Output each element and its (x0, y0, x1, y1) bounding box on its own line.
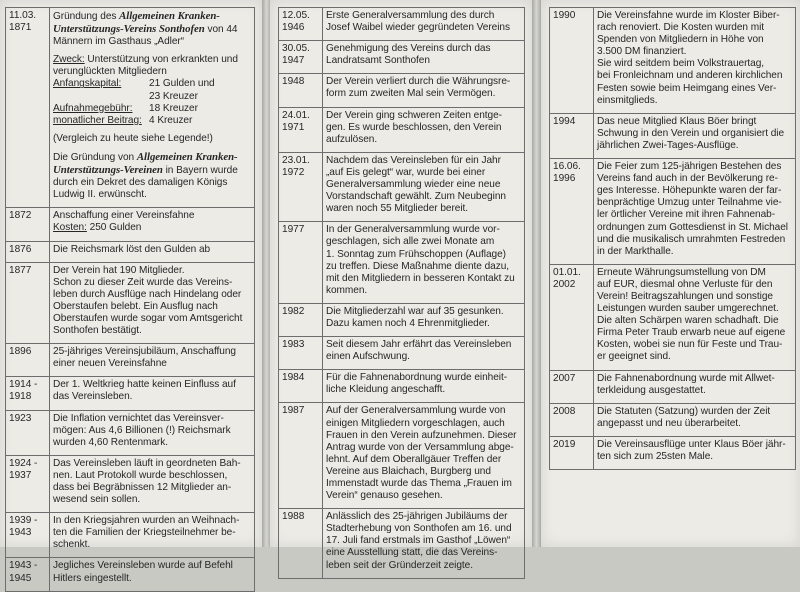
entry-date: 1876 (6, 241, 50, 262)
entry-text: Anschaffung einer Vereinsfahne Kosten: 250 Gulden (50, 208, 255, 241)
entry-date: 1872 (6, 208, 50, 241)
table-row (6, 558, 255, 591)
table-row (279, 337, 525, 370)
table-row (279, 303, 525, 336)
entry-date: 1939 - 1943 (6, 513, 50, 558)
founding-paragraph: Gründung des Allgemeinen Kranken- Unterstützungs-Vereins Sonthofen von 44 Männern im Gasthaus „Adler“ (53, 10, 238, 48)
table-row (279, 74, 525, 107)
entry-text: Die Inflation vernichtet das Vereinsver- mögen: Aus 4,6 Billionen (!) Reichsmark wurden 4,60 Rentenmark. (50, 410, 255, 455)
entry-text: Der Verein ging schweren Zeiten entge- gen. Es wurde beschlossen, den Verein aufzulösen. (323, 107, 525, 152)
entry-date: 1914 - 1918 (6, 377, 50, 410)
entry-date: 1896 (6, 344, 50, 377)
entry-text: 25-jähriges Vereinsjubiläum, Anschaffung einer neuen Vereinsfahne (50, 344, 255, 377)
table-row (279, 152, 525, 221)
entry-date: 1977 (279, 222, 323, 304)
entry-text: Die Mitgliederzahl war auf 35 gesunken. Dazu kamen noch 4 Ehrenmitglieder. (323, 303, 525, 336)
rows-middle (279, 8, 525, 579)
table-row (550, 370, 796, 403)
entry-date: 2008 (550, 403, 594, 436)
rows-left (6, 241, 255, 591)
entry-date: 1982 (279, 303, 323, 336)
association-name: Allgemeinen Kranken- Unterstützungs-Vereins Sonthofen (53, 10, 220, 36)
entry-date: 1924 - 1937 (6, 455, 50, 512)
entry-date: 16.06. 1996 (550, 159, 594, 265)
entry-date: 1948 (279, 74, 323, 107)
entry-date: 01.01. 2002 (550, 264, 594, 370)
association-name: Allgemeinen Kranken- Unterstützungs-Vereinen (53, 150, 238, 177)
legend-note: (Vergleich zu heute siehe Legende!) (53, 132, 213, 144)
table-row (550, 8, 796, 114)
entry-date: 1988 (279, 509, 323, 578)
monthly-row: monatlicher Beitrag: 4 Kreuzer (53, 114, 193, 126)
entry-text: Seit diesem Jahr erfährt das Vereinsleben einen Aufschwung. (323, 337, 525, 370)
entry-date: 1990 (550, 8, 594, 114)
capital-row: Anfangskapital: 21 Gulden und (53, 78, 215, 90)
entry-text: Der Verein hat 190 Mitglieder. Schon zu dieser Zeit wurde das Vereins- leben durch Ausflüge nach Hindelang oder Oberstaufen belebt. Ein Ausflug nach Oberstaufen wurde sogar vom Amtsgericht Sonthofen bestätigt. (50, 262, 255, 344)
entry-date: 1923 (6, 410, 50, 455)
entry-text: Nachdem das Vereinsleben für ein Jahr „auf Eis gelegt“ war, wurde bei einer Generalversammlung wieder eine neue Vorstandschaft gewählt. Zum Neubeginn waren noch 55 Mitglieder bereit. (323, 152, 525, 221)
table-row (550, 436, 796, 469)
capital-row-cont: 23 Kreuzer (149, 90, 198, 102)
entry-text: Für die Fahnenabordnung wurde einheit- liche Kleidung angeschafft. (323, 370, 525, 403)
entry-date: 24.01. 1971 (279, 107, 323, 152)
entry-text (50, 8, 255, 208)
entry-date: 11.03. 1871 (6, 8, 50, 208)
chronicle-table-right (549, 7, 796, 470)
entry-text: Die Vereinsfahne wurde im Kloster Biber- rach renoviert. Die Kosten wurden mit Spenden von Mitgliedern in Höhe von 3.500 DM finanziert. Sie wird seitdem beim Volkstrauertag, bei Fronleichnam und anderen kirchlichen Festen sowie beim Heimgang eines Ver- einsmitglieds. (594, 8, 796, 114)
fee-row: Aufnahmegebühr: 18 Kreuzer (53, 102, 198, 114)
entry-text: Erste Generalversammlung des durch Josef Waibel wieder gegründeten Vereins (323, 8, 525, 41)
table-row (6, 208, 255, 241)
table-row (279, 403, 525, 509)
entry-text: Der 1. Weltkrieg hatte keinen Einfluss auf das Vereinsleben. (50, 377, 255, 410)
entry-date: 2007 (550, 370, 594, 403)
panel-middle (270, 0, 532, 571)
purpose-line: Zweck: Unterstützung von erkrankten und verunglückten Mitgliedern (53, 54, 238, 78)
entry-date: 1987 (279, 403, 323, 509)
entry-text: Der Verein verliert durch die Währungsre- form zum zweiten Mal sein Vermögen. (323, 74, 525, 107)
panel-left (0, 0, 262, 584)
entry-text: Die Statuten (Satzung) wurden der Zeit angepasst und neu überarbeitet. (594, 403, 796, 436)
table-row (279, 41, 525, 74)
entry-text: Jegliches Vereinsleben wurde auf Befehl Hitlers eingestellt. (50, 558, 255, 591)
table-row (550, 113, 796, 158)
entry-date: 1983 (279, 337, 323, 370)
entry-date: 2019 (550, 436, 594, 469)
entry-text: In den Kriegsjahren wurden an Weihnach- ten die Familien der Kriegsteilnehmer be- schenkt. (50, 513, 255, 558)
entry-date: 30.05. 1947 (279, 41, 323, 74)
entry-text: Das neue Mitglied Klaus Böer bringt Schwung in den Verein und organisiert die jährlichen Zwei-Tages-Ausflüge. (594, 113, 796, 158)
chronicle-table-left (5, 7, 255, 592)
table-row (6, 410, 255, 455)
entry-text: Genehmigung des Vereins durch das Landratsamt Sonthofen (323, 41, 525, 74)
entry-text: Die Fahnenabordnung wurde mit Allwet- terkleidung ausgestattet. (594, 370, 796, 403)
entry-date: 1994 (550, 113, 594, 158)
table-row (6, 455, 255, 512)
chronicle-table-middle (278, 7, 525, 579)
entry-text: Die Vereinsausflüge unter Klaus Böer jähr- ten sich zum 25sten Male. (594, 436, 796, 469)
entry-date: 1984 (279, 370, 323, 403)
entry-text: Auf der Generalversammlung wurde von einigen Mitgliedern vorgeschlagen, auch Frauen in den Verein aufzunehmen. Dieser Antrag wurde von der Versammlung abge- lehnt. Auf dem Oberallgäuer Treffen der Vereine aus Blaichach, Burgberg und Immenstadt wurde das Thema „Frauen im Verein“ genauso gesehen. (323, 403, 525, 509)
entry-date: 12.05. 1946 (279, 8, 323, 41)
fold-line (532, 0, 541, 547)
table-row (279, 222, 525, 304)
table-row (279, 509, 525, 578)
entry-text: Die Feier zum 125-jährigen Bestehen des Vereins fand auch in der Bevölkerung re- ges Interesse. Höhepunkte waren der far- benprächtige Umzug unter Teilnahme vie- ler örtlicher Vereine mit ihren Fahnenab- ordnungen zum Gottesdienst in St. Michael und die musikalisch umrahmten Festreden in der Markthalle. (594, 159, 796, 265)
table-row (279, 107, 525, 152)
table-row (550, 264, 796, 370)
entry-text: Das Vereinsleben läuft in geordneten Bah- nen. Laut Protokoll wurde beschlossen, dass bei Begräbnissen 12 Mitglieder an- wesend sein sollen. (50, 455, 255, 512)
table-row (6, 377, 255, 410)
entry-text: Die Reichsmark löst den Gulden ab (50, 241, 255, 262)
entry-text: Anlässlich des 25-jährigen Jubiläums der Stadterhebung von Sonthofen am 16. und 17. Juli fand erstmals im Gasthof „Löwen“ eine Ausstellung statt, die das Vereins- leben seit der Gründerzeit zeigte. (323, 509, 525, 578)
entry-date: 1943 - 1945 (6, 558, 50, 591)
entry-date: 23.01. 1972 (279, 152, 323, 221)
table-row (6, 262, 255, 344)
panel-right (541, 0, 800, 547)
decree-paragraph: Die Gründung von Allgemeinen Kranken- Unterstützungs-Vereinen in Bayern wurde durch ein Dekret des damaligen Königs Ludwig II. erwünscht. (53, 150, 238, 201)
table-row (279, 8, 525, 41)
table-row (550, 159, 796, 265)
table-row (6, 513, 255, 558)
entry-text: Erneute Währungsumstellung von DM auf EUR, diesmal ohne Verluste für den Verein! Beitragszahlungen und sonstige Leistungen wurden sauber umgerechnet. Die alten Schärpen waren schadhaft. Die Firma Peter Traub erwarb neue auf eigene Kosten, wobei sie nun für Feste und Trau- er geeignet sind. (594, 264, 796, 370)
table-row (6, 8, 255, 208)
rows-right (550, 8, 796, 470)
table-row (6, 344, 255, 377)
entry-date: 1877 (6, 262, 50, 344)
table-row (6, 241, 255, 262)
table-row (279, 370, 525, 403)
entry-text: In der Generalversammlung wurde vor- geschlagen, sich alle zwei Monate am 1. Sonntag zum Frühschoppen (Auflage) zu treffen. Diese Maßnahme diente dazu, mit den Mitgliedern in besseren Kontakt zu kommen. (323, 222, 525, 304)
table-row (550, 403, 796, 436)
